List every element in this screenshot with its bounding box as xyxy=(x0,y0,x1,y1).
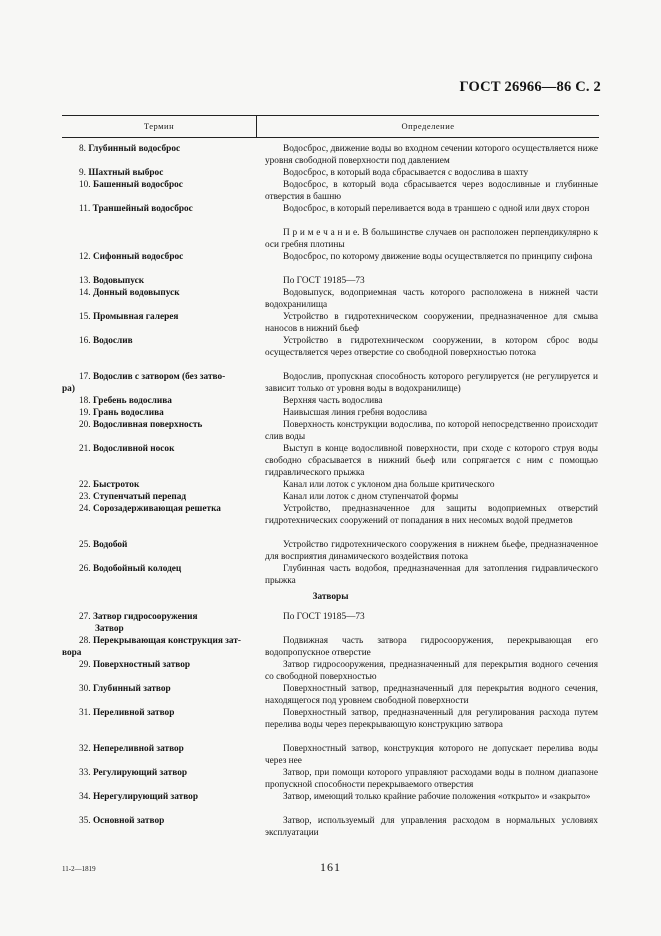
term-16: 16. Водослив xyxy=(79,336,133,346)
term-30: 30. Глубинный затвор xyxy=(79,684,171,694)
definition-8: Водосброс, движение воды во входном сечении которого осуществляется ниже уровня свободной поверхности под давлением xyxy=(265,144,598,166)
term-8: 8. Глубинный водосброс xyxy=(79,144,181,154)
term-11: 11. Траншейный водосброс xyxy=(79,204,193,214)
definition-22: Канал или лоток с уклоном дна больше критического xyxy=(283,480,495,490)
term-14: 14. Донный водовыпуск xyxy=(79,288,180,298)
term-21: 21. Водосливной носок xyxy=(79,444,175,454)
definition-26: Глубинная часть водобоя, предназначенная для затопления гидравлического прыжка xyxy=(265,564,598,586)
term-31: 31. Переливной затвор xyxy=(79,708,175,718)
definition-31: Поверхностный затвор, предназначенный для регулирования расхода путем перелива воды через перекрывающую конструкцию затвора xyxy=(265,708,598,730)
term-28-continuation: вора xyxy=(62,648,82,658)
term-34: 34. Нерегулирующий затвор xyxy=(79,792,198,802)
term-27: 27. Затвор гидросооружения xyxy=(79,612,198,622)
definition-17: Водослив, пропускная способность которого регулируется (не регулируется и зависит только от уровня воды в водохранилище) xyxy=(265,372,598,394)
term-35: 35. Основной затвор xyxy=(79,816,165,826)
term-26: 26. Водобойный колодец xyxy=(79,564,182,574)
term-13: 13. Водовыпуск xyxy=(79,276,145,286)
term-25: 25. Водобой xyxy=(79,540,128,550)
term-33: 33. Регулирующий затвор xyxy=(79,768,188,778)
term-20: 20. Водосливная поверхность xyxy=(79,420,203,430)
definition-14: Водовыпуск, водоприемная часть которого расположена в нижней части водохранилища xyxy=(265,288,598,310)
note-11: П р и м е ч а н и е. В большинстве случаев он расположен перпендикулярно к оси гребня плотины xyxy=(265,228,598,250)
term-24: 24. Сорозадерживающая решетка xyxy=(79,504,221,514)
definition-25: Устройство гидротехнического сооружения в нижнем бьефе, предназначенное для восприятия динамического воздействия потока xyxy=(265,540,598,562)
definition-18: Верхняя часть водослива xyxy=(283,396,383,406)
definition-16: Устройство в гидротехническом сооружении, в котором сброс воды осуществляется через отверстие со свободной поверхностью потока xyxy=(265,336,598,358)
term-10: 10. Башенный водосброс xyxy=(79,180,183,190)
term-17: 17. Водослив с затвором (без затво- xyxy=(79,372,226,382)
definition-15: Устройство в гидротехническом сооружении, предназначенное для смыва наносов в нижний бьеф xyxy=(265,312,598,334)
column-header-term: Термин xyxy=(143,121,175,131)
definition-32: Поверхностный затвор, конструкция которого не допускает перелива воды через нее xyxy=(265,744,598,766)
term-18: 18. Гребень водослива xyxy=(79,396,172,406)
term-27-synonym: Затвор xyxy=(95,624,124,634)
term-23: 23. Ступенчатый перепад xyxy=(79,492,187,502)
print-code: 11-2—1819 xyxy=(62,865,96,873)
term-12: 12. Сифонный водосброс xyxy=(79,252,184,262)
definition-34: Затвор, имеющий только крайние рабочие положения «открыто» и «закрыто» xyxy=(283,792,591,802)
definition-24: Устройство, предназначенное для защиты водоприемных отверстий гидротехнических сооружений от попадания в них несомых водой предметов xyxy=(265,504,598,526)
term-17-continuation: ра) xyxy=(62,384,75,394)
definition-29: Затвор гидросооружения, предназначенный для перекрытия водного сечения со свободной поверхностью xyxy=(265,660,598,682)
definition-9: Водосброс, в который вода сбрасывается с водослива в шахту xyxy=(283,168,529,178)
column-header-definition: Определение xyxy=(401,121,455,131)
definition-30: Поверхностный затвор, предназначенный для перекрытия водного сечения, находящегося под уровнем свободной поверхности xyxy=(265,684,598,706)
definition-28: Подвижная часть затвора гидросооружения, перекрывающая его водопропускное отверстие xyxy=(265,636,598,658)
definition-33: Затвор, при помощи которого управляют расходами воды в полном диапазоне пропускной способности перекрываемого отверстия xyxy=(265,768,598,790)
section-heading-gates: Затворы xyxy=(312,592,349,602)
definition-23: Канал или лоток с дном ступенчатой формы xyxy=(283,492,459,502)
term-28: 28. Перекрывающая конструкция зат- xyxy=(79,636,241,646)
definition-10: Водосброс, в который вода сбрасывается через водосливные и глубинные отверстия в башню xyxy=(265,180,598,202)
term-22: 22. Быстроток xyxy=(79,480,140,490)
definition-35: Затвор, используемый для управления расходом в нормальных условиях эксплуатации xyxy=(265,816,598,838)
term-9: 9. Шахтный выброс xyxy=(79,168,164,178)
definition-19: Наивысшая линия гребня водослива xyxy=(283,408,427,418)
definition-21: Выступ в конце водосливной поверхности, при сходе с которого струя воды свободно сбрасывается в нижний бьеф или сопрягается с ним с помощью гидравлического прыжка xyxy=(265,444,598,478)
definition-27: По ГОСТ 19185—73 xyxy=(283,612,365,622)
definition-13: По ГОСТ 19185—73 xyxy=(283,276,365,286)
page-header-title: ГОСТ 26966—86 С. 2 xyxy=(459,79,601,95)
term-29: 29. Поверхностный затвор xyxy=(79,660,191,670)
definition-20: Поверхность конструкции водослива, по которой непосредственно происходит слив воды xyxy=(265,420,598,442)
term-19: 19. Грань водослива xyxy=(79,408,164,418)
term-15: 15. Промывная галерея xyxy=(79,312,179,322)
definition-12: Водосброс, по которому движение воды осуществляется по принципу сифона xyxy=(283,252,593,262)
definition-11: Водосброс, в который переливается вода в траншею с одной или двух сторон xyxy=(283,204,590,214)
term-32: 32. Непереливной затвор xyxy=(79,744,184,754)
page-number: 161 xyxy=(320,860,341,874)
